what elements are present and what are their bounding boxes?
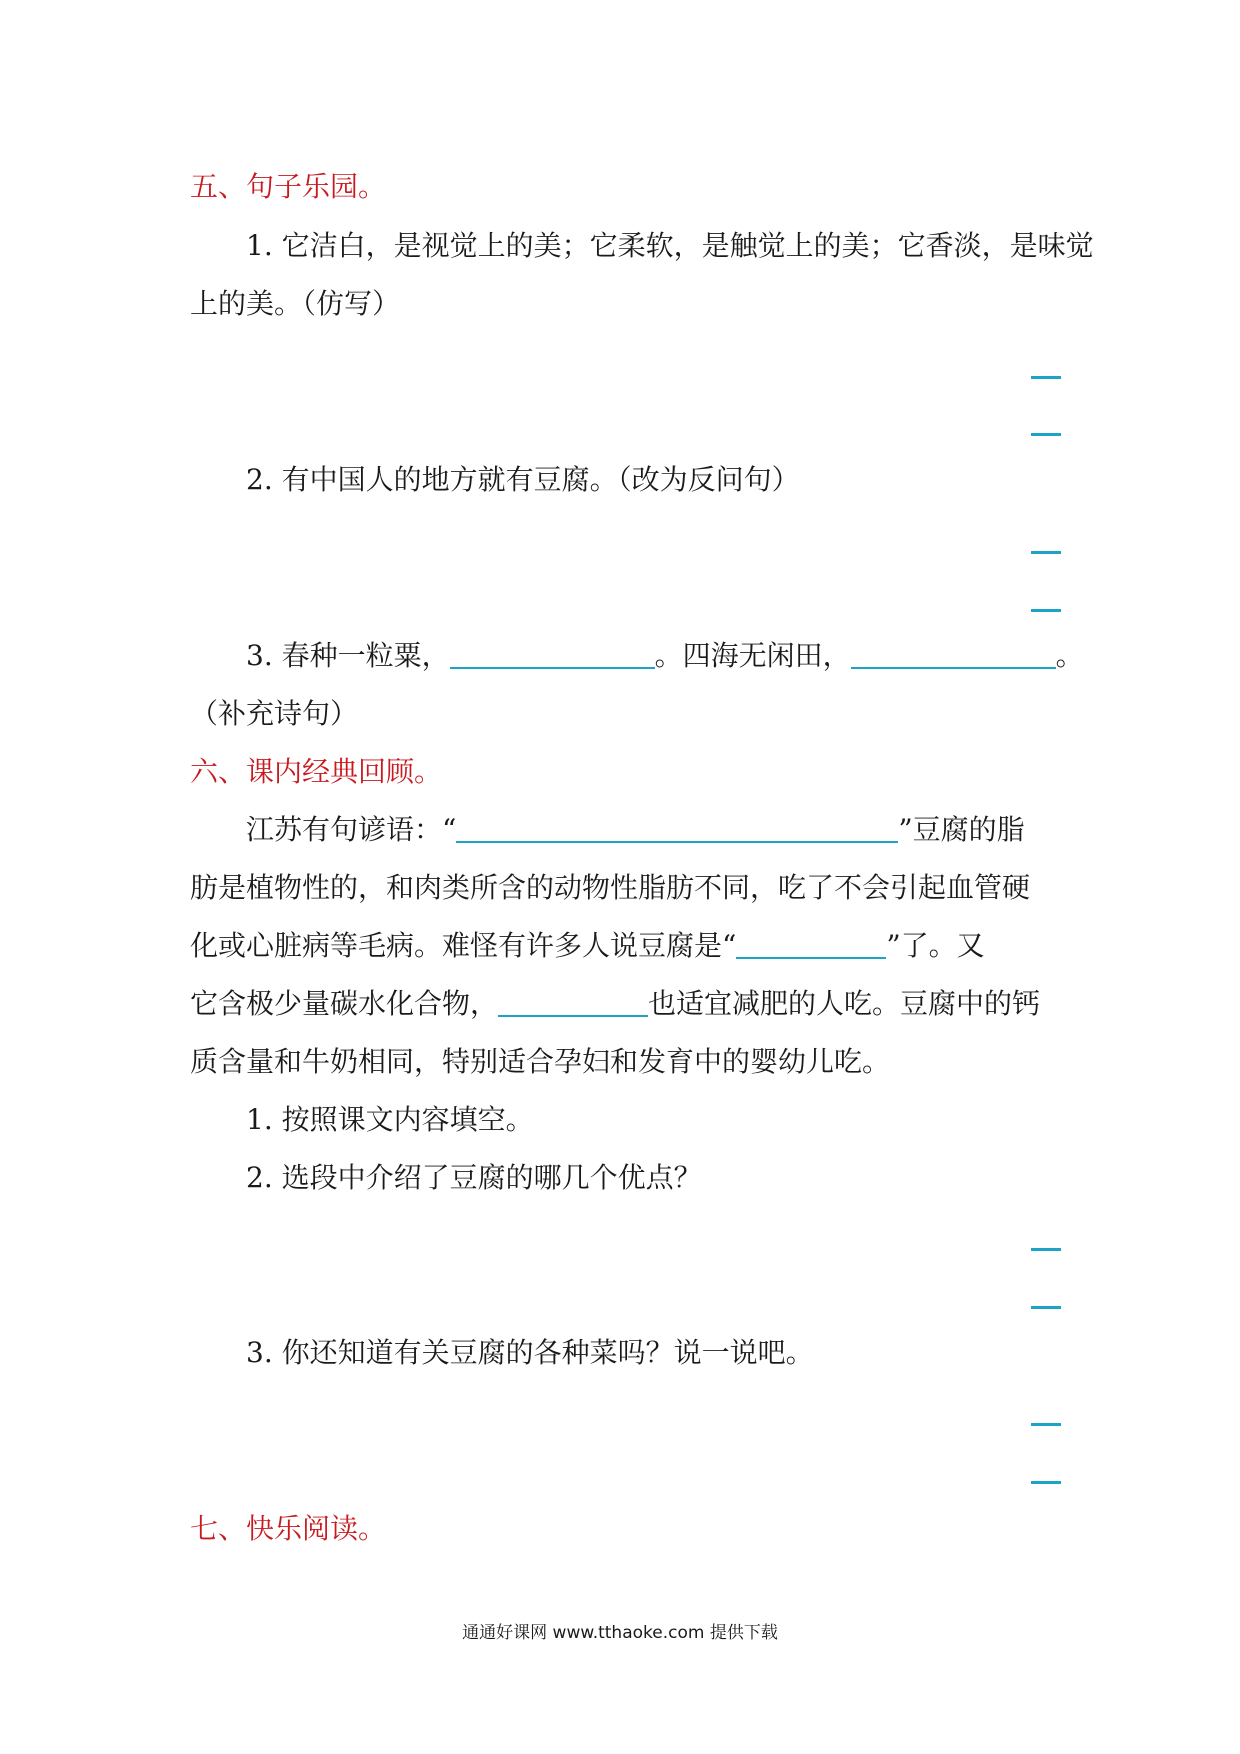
s5-q3-text-a: 3. 春种一粒粟， [246,639,450,672]
s6-p-line3-a: 化或心脏病等毛病。难怪有许多人说豆腐是“ [190,929,737,962]
answer-line[interactable] [1031,376,1061,379]
s5-q3-line2: （补充诗句） [190,697,359,730]
s5-q1-line2: 上的美。（仿写） [190,287,401,320]
s6-p-line4-a: 它含极少量碳水化合物， [190,987,499,1020]
s6-p-line4-b: 也适宜减肥的人吃。豆腐中的钙 [648,987,1041,1020]
s6-p-line3 [190,926,985,966]
s6-p-line1-a: 江苏有句谚语：“ [246,813,457,846]
s5-q3-text-b: 。四海无闲田， [654,639,851,672]
s6-p-line1-b: ”豆腐的脂 [898,813,1025,846]
answer-line[interactable] [1031,1423,1061,1426]
section-5-heading: 五、句子乐园。 [190,170,387,203]
page-footer: 通通好课网 www.tthaoke.com 提供下载 [462,1623,778,1643]
s6-q2: 2. 选段中介绍了豆腐的哪几个优点？ [246,1161,702,1194]
s6-p-line3-b: ”了。又 [886,929,985,962]
s6-p-line5: 质含量和牛奶相同，特别适合孕妇和发育中的婴幼儿吃。 [190,1045,891,1078]
s6-q3: 3. 你还知道有关豆腐的各种菜吗？说一说吧。 [246,1336,814,1369]
answer-line[interactable] [1031,433,1061,436]
nickname-blank[interactable] [736,929,886,959]
s5-q2: 2. 有中国人的地方就有豆腐。（改为反问句） [246,463,800,496]
s6-p-line2: 肪是植物性的，和肉类所含的动物性脂肪不同，吃了不会引起血管硬 [190,871,1031,904]
s6-p-line1 [246,810,1025,850]
answer-line[interactable] [1031,551,1061,554]
s5-q3-text-c: 。 [1055,639,1084,672]
poem-blank-2[interactable] [851,639,1056,669]
answer-line[interactable] [1031,609,1061,612]
poem-blank-1[interactable] [450,639,655,669]
s5-q3-line1 [246,636,1084,676]
section-7-heading: 七、快乐阅读。 [190,1512,387,1545]
answer-line[interactable] [1031,1481,1061,1484]
proverb-blank[interactable] [456,813,898,843]
s6-p-line4 [190,984,1040,1024]
connector-blank[interactable] [498,987,648,1017]
s5-q1-line1: 1. 它洁白，是视觉上的美；它柔软，是触觉上的美；它香淡，是味觉 [246,229,1094,262]
s6-q1: 1. 按照课文内容填空。 [246,1103,534,1136]
section-6-heading: 六、课内经典回顾。 [190,755,443,788]
answer-line[interactable] [1031,1306,1061,1309]
answer-line[interactable] [1031,1248,1061,1251]
